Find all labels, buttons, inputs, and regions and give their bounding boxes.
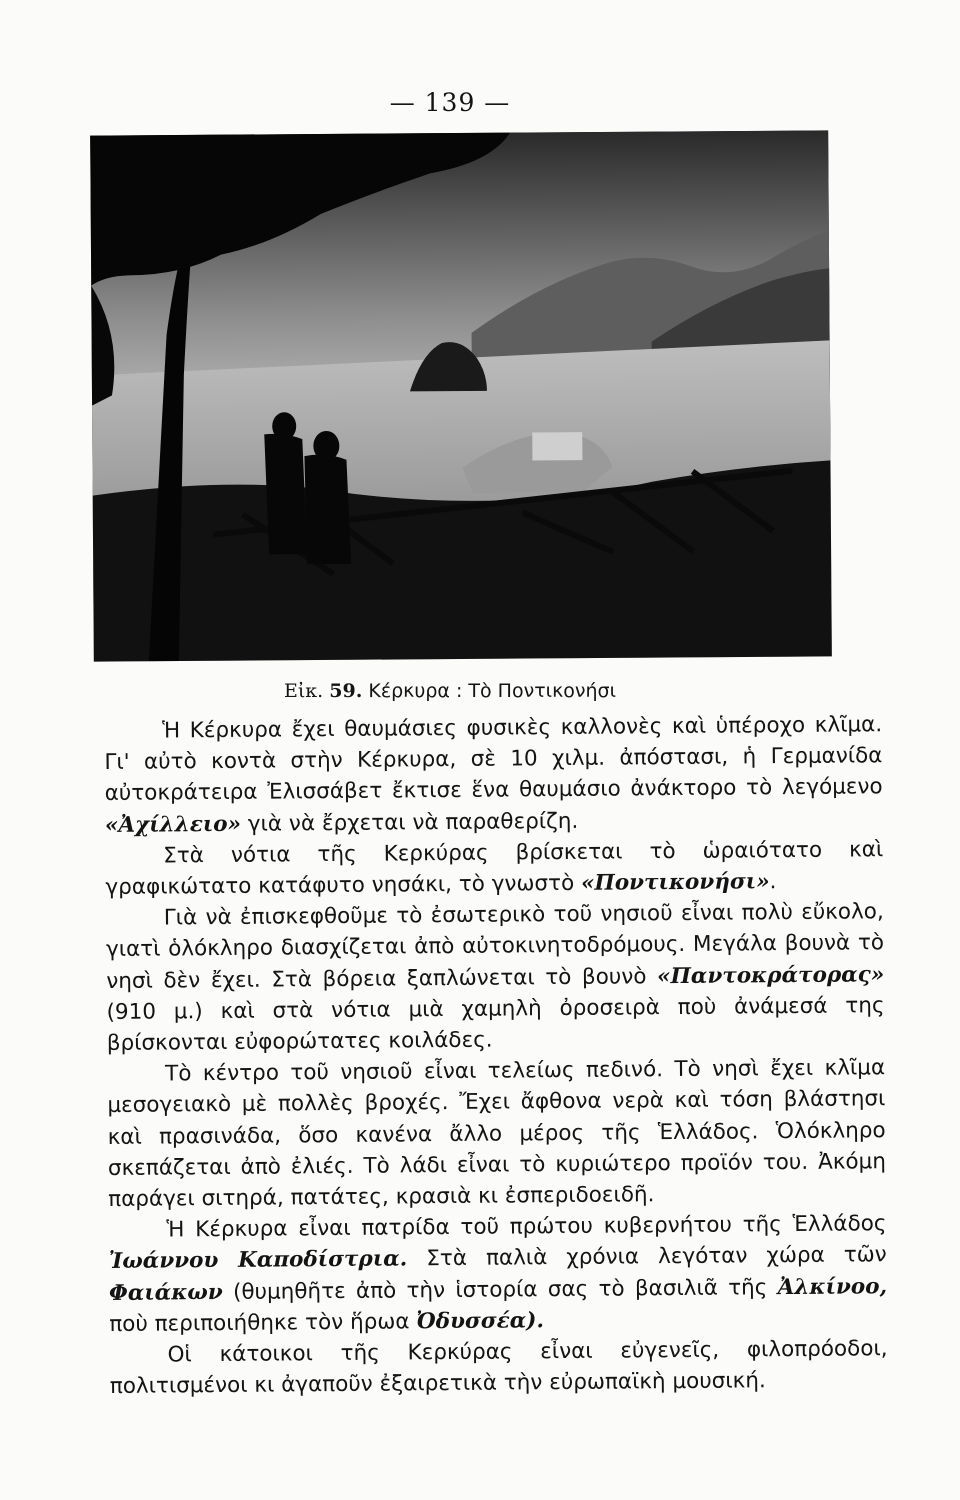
text-span: .: [769, 869, 777, 895]
emphasis-pantokratoras: «Παντοκράτορας»: [656, 961, 885, 989]
emphasis-alkinoos: Ἀλκίνοο,: [777, 1273, 888, 1300]
paragraph-history: [108, 1208, 887, 1340]
text-span: Τὸ κέντρο τοῦ νησιοῦ εἶναι τελείως πεδινό. Τὸ νησὶ ἔχει κλῖμα μεσογειακὸ μὲ πολλὲς βροχές. Ἔχει ἄφθονα νερὰ καὶ τόση βλάστησι καὶ πρασινάδα, ὅσο κανένα ἄλλο μέρος τῆς Ἑλλάδος. Ὁλόκληρο σκεπάζεται ἀπὸ ἐλιές. Τὸ λάδι εἶναι τὸ κυριώτερο προϊόν του. Ἀκόμη παράγει σιτηρά, πατάτες, κρασιὰ κι ἐσπεριδοειδῆ.: [107, 1055, 887, 1213]
paragraph-interior: [106, 896, 885, 1059]
text-span: Στὰ παλιὰ χρόνια λεγόταν χώρα τῶν: [426, 1242, 887, 1272]
paragraph-pontikonisi: [105, 834, 884, 903]
photo-illustration: [90, 130, 832, 661]
figure-caption: [0, 680, 900, 702]
body-text: [104, 709, 888, 1402]
text-span: Ἡ Κέρκυρα εἶναι πατρίδα τοῦ πρώτου κυβερνήτου τῆς Ἑλλάδος: [166, 1211, 887, 1243]
emphasis-phaeacians: Φαιάκων: [108, 1279, 223, 1306]
page-number: — 139 —: [389, 88, 511, 117]
emphasis-achilleion: «Ἀχίλλειο»: [104, 811, 242, 838]
text-span: Γιὰ νὰ ἐπισκεφθοῦμε τὸ ἐσωτερικὸ τοῦ νησιοῦ εἶναι πολὺ εὔκολο, γιατὶ ὁλόκληρο διασχίζεται ἀπὸ αὐτοκινητοδρόμους. Μεγάλα βουνὰ τὸ νησὶ δὲν ἔχει. Στὰ βόρεια ξαπλώνεται τὸ βουνὸ: [105, 899, 885, 994]
paragraph-climate: [104, 709, 883, 841]
text-span: γιὰ νὰ ἔρχεται νὰ παραθερίζη.: [247, 808, 579, 837]
monastery-building: [532, 432, 582, 460]
text-span: (910 μ.) καὶ στὰ νότια μιὰ χαμηλὴ ὀροσειρὰ ποὺ ἀνάμεσά της βρίσκονται εὐφορώτατες κοιλάδες.: [106, 993, 885, 1057]
figure-caption-text: Κέρκυρα : Τὸ Ποντικονήσι: [368, 680, 617, 702]
text-span: ποὺ περιποιήθηκε τὸν ἥρωα: [109, 1309, 410, 1337]
emphasis-odysseus: Ὀδυσσέα).: [416, 1308, 545, 1335]
text-span: Οἱ κάτοικοι τῆς Κερκύρας εἶναι εὐγενεῖς, φιλοπρόοδοι, πολιτισμένοι κι ἀγαποῦν ἐξαιρετικὰ τὴν εὐρωπαϊκὴ μουσική.: [109, 1336, 888, 1400]
emphasis-pontikonisi: «Ποντικονήσι»: [580, 869, 770, 896]
photo-pontikonisi: [90, 130, 832, 661]
paragraph-inhabitants: [109, 1333, 888, 1402]
text-span: Ἡ Κέρκυρα ἔχει θαυμάσιες φυσικὲς καλλονὲς καὶ ὑπέροχο κλῖμα. Γι' αὐτὸ κοντὰ στὴν Κέρκυρα, σὲ 10 χιλμ. ἀπόστασι, ἡ Γερμανίδα αὐτοκράτειρα Ἐλισσάβετ ἔκτισε ἕνα θαυμάσιο ἀνάκτορο τὸ λεγόμενο: [104, 712, 883, 807]
text-span: (θυμηθῆτε ἀπὸ τὴν ἱστορία σας τὸ βασιλιᾶ τῆς: [232, 1274, 768, 1305]
emphasis-kapodistrias: Ἰωάννου Καποδίστρια.: [108, 1246, 408, 1275]
paragraph-center: [107, 1052, 886, 1215]
figure-number: 59.: [329, 680, 363, 702]
figure-label: Εἰκ.: [283, 680, 324, 702]
text-span: Στὰ νότια τῆς Κερκύρας βρίσκεται τὸ ὡραιότατο καὶ γραφικώτατο κατάφυτο νησάκι, τὸ γνωστὸ: [105, 837, 884, 901]
